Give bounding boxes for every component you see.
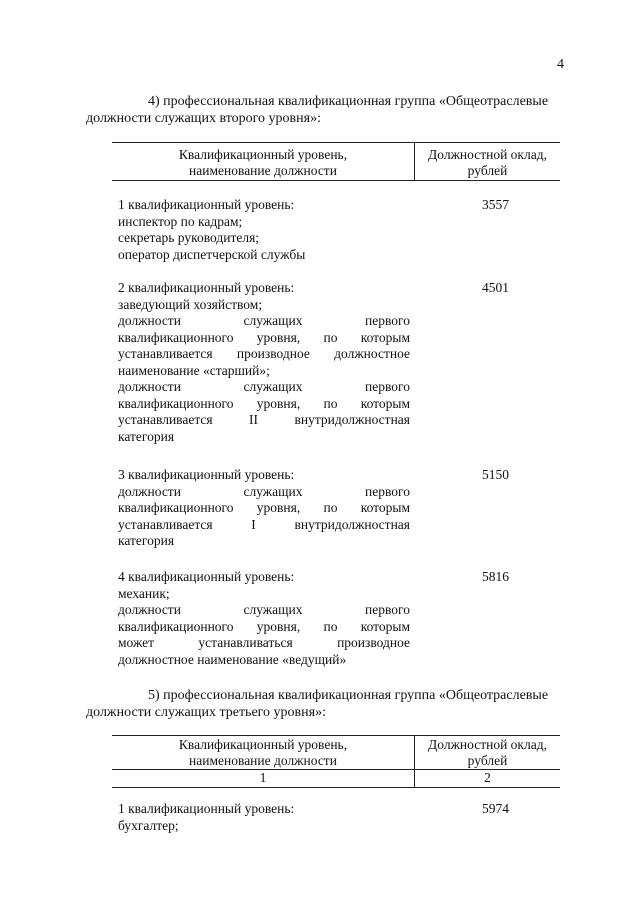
group5-col1-number: 1 <box>259 770 267 785</box>
level-line: должности служащих первого <box>118 379 410 394</box>
level-line: устанавливается I внутридолжностная <box>118 516 410 532</box>
level-line: инспектор по кадрам; <box>118 213 243 229</box>
level-line: секретарь руководителя; <box>118 230 260 245</box>
group5-col1-header-line2: наименование должности <box>189 753 337 768</box>
group4-col1-header-line2: наименование должности <box>189 163 337 178</box>
group5-col2-header-line1: Должностной оклад, <box>428 737 547 752</box>
level-line: категория <box>118 428 175 444</box>
level-line: категория <box>118 533 175 548</box>
level-line: заведующий хозяйством; <box>118 296 263 312</box>
level-line: квалификационного уровня, по которым <box>118 395 410 411</box>
group4-col1-header-line1: Квалификационный уровень, <box>178 147 348 162</box>
level-line: должности служащих первого <box>118 313 410 328</box>
page-number: 4 <box>557 57 564 72</box>
group4-level-4-salary: 5816 <box>482 569 509 584</box>
group5-col2-number: 2 <box>484 770 491 785</box>
group4-level-2 <box>118 280 410 445</box>
level-line: устанавливается II внутридолжностная <box>118 412 410 427</box>
group4-col2-header-line1: Должностной оклад, <box>428 147 547 162</box>
group5-col1-header <box>112 737 414 769</box>
group4-level-3 <box>118 467 410 550</box>
group4-level-1 <box>118 197 410 263</box>
group4-level-1-salary: 3557 <box>482 197 509 212</box>
level-line: квалификационного уровня, по которым <box>118 618 410 634</box>
level-line: должности служащих первого <box>118 483 410 499</box>
level-line: должностное наименование «ведущий» <box>118 651 347 667</box>
group4-level-2-salary: 4501 <box>482 280 509 295</box>
group4-col1-header <box>112 147 414 179</box>
group4-level-3-salary: 5150 <box>482 467 509 482</box>
group5-level-1-salary: 5974 <box>482 801 509 816</box>
group4-heading-line1: 4) профессиональная квалификационная группа «Общеотраслевые <box>148 94 549 109</box>
group4-table-header-rule <box>112 180 560 181</box>
level-line: бухгалтер; <box>118 817 179 833</box>
level-line: 4 квалификационный уровень: <box>118 569 295 584</box>
group5-table-top-rule <box>112 735 560 736</box>
group5-col1-header-line1: Квалификационный уровень, <box>178 737 348 752</box>
group5-heading <box>86 687 567 721</box>
level-line: 1 квалификационный уровень: <box>118 197 295 212</box>
group5-heading-line2: должности служащих третьего уровня»: <box>86 705 326 720</box>
level-line: квалификационного уровня, по которым <box>118 500 410 515</box>
level-line: 3 квалификационный уровень: <box>118 467 295 482</box>
group4-col2-header-line2: рублей <box>467 163 508 178</box>
group4-table-top-rule <box>112 142 560 143</box>
group5-table-numbers-rule <box>112 787 560 788</box>
level-line: механик; <box>118 585 170 601</box>
group5-heading-line1: 5) профессиональная квалификационная группа «Общеотраслевые <box>148 688 549 703</box>
group5-level-1 <box>118 801 410 834</box>
level-line: 1 квалификационный уровень: <box>118 801 295 816</box>
group5-col2-header-line2: рублей <box>467 753 508 768</box>
group4-heading-line2: должности служащих второго уровня»: <box>86 111 321 126</box>
level-line: может устанавливаться производное <box>118 635 410 650</box>
group5-col2-header <box>415 737 560 769</box>
group4-heading <box>86 93 567 127</box>
level-line: должности служащих первого <box>118 602 410 617</box>
group4-col2-header <box>415 147 560 179</box>
level-line: 2 квалификационный уровень: <box>118 280 295 295</box>
level-line: устанавливается производное должностное <box>118 346 410 361</box>
level-line: наименование «старший»; <box>118 362 270 378</box>
level-line: оператор диспетчерской службы <box>118 246 306 262</box>
level-line: квалификационного уровня, по которым <box>118 329 410 345</box>
group4-level-4 <box>118 569 410 668</box>
